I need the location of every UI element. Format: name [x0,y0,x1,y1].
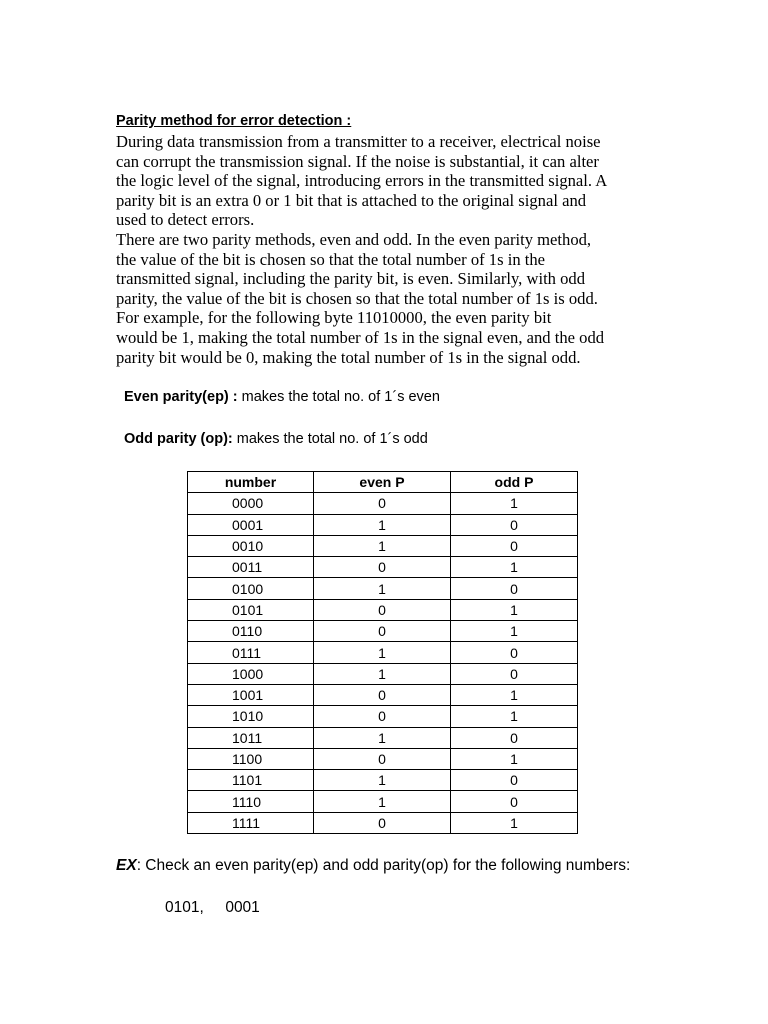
cell-odd-p: 1 [451,706,578,727]
paragraph-line: parity bit is an extra 0 or 1 bit that is attached to the original signal and [116,190,587,210]
paragraph-line: the value of the bit is chosen so that the total number of 1s in the [116,249,546,269]
paragraph-line: can corrupt the transmission signal. If the noise is substantial, it can alter [116,151,599,171]
cell-odd-p: 1 [451,493,578,514]
cell-number: 1100 [188,748,314,769]
cell-number: 1101 [188,770,314,791]
cell-even-p: 1 [314,663,451,684]
paragraph-line: transmitted signal, including the parity bit, is even. Similarly, with odd [116,269,586,289]
cell-number: 0100 [188,578,314,599]
cell-number: 0101 [188,599,314,620]
cell-odd-p: 0 [451,514,578,535]
cell-even-p: 1 [314,770,451,791]
cell-even-p: 1 [314,727,451,748]
column-header-number: number [188,472,314,493]
paragraph-line: For example, for the following byte 11010000, the even parity bit [116,308,552,328]
even-parity-definition [124,389,440,405]
table-row [188,748,578,769]
paragraph-line: the logic level of the signal, introducing errors in the transmitted signal. A [116,171,608,191]
cell-odd-p: 0 [451,578,578,599]
table-row [188,514,578,535]
column-header-odd-p: odd P [451,472,578,493]
cell-even-p: 1 [314,535,451,556]
cell-number: 0111 [188,642,314,663]
cell-odd-p: 0 [451,535,578,556]
cell-odd-p: 1 [451,812,578,833]
cell-even-p: 1 [314,791,451,812]
parity-explanation-paragraph [116,132,676,367]
table-row [188,706,578,727]
odd-parity-text: makes the total no. of 1´s odd [232,431,428,447]
cell-odd-p: 1 [451,621,578,642]
table-row [188,621,578,642]
table-row [188,727,578,748]
example-text: : Check an even parity(ep) and odd parity(op) for the following numbers: [136,857,631,874]
example-numbers: 0101, 0001 [165,899,260,916]
cell-even-p: 0 [314,599,451,620]
cell-even-p: 0 [314,684,451,705]
paragraph-line: would be 1, making the total number of 1s in the signal even, and the odd [116,327,605,347]
cell-number: 1000 [188,663,314,684]
cell-odd-p: 1 [451,557,578,578]
column-header-even-p: even P [314,472,451,493]
cell-odd-p: 0 [451,663,578,684]
odd-parity-definition [124,431,428,447]
cell-number: 1110 [188,791,314,812]
cell-even-p: 1 [314,642,451,663]
table-row [188,557,578,578]
odd-parity-term: Odd parity (op): [124,431,233,447]
paragraph-line: parity bit would be 0, making the total number of 1s in the signal odd. [116,347,581,367]
table-row [188,812,578,833]
table-row [188,599,578,620]
table-row [188,663,578,684]
cell-even-p: 0 [314,557,451,578]
cell-even-p: 1 [314,578,451,599]
cell-even-p: 0 [314,621,451,642]
table-header-row [188,472,578,493]
paragraph-line: parity, the value of the bit is chosen so that the total number of 1s is odd. [116,288,598,308]
cell-odd-p: 1 [451,684,578,705]
table-row [188,642,578,663]
table-row [188,791,578,812]
table-row [188,770,578,791]
cell-number: 1001 [188,684,314,705]
cell-number: 0000 [188,493,314,514]
table-row [188,493,578,514]
cell-even-p: 0 [314,706,451,727]
example-label: EX [116,857,137,874]
paragraph-line: During data transmission from a transmitter to a receiver, electrical noise [116,132,601,151]
cell-odd-p: 1 [451,599,578,620]
parity-table [187,471,578,834]
cell-number: 1011 [188,727,314,748]
parity-table-body [188,493,578,834]
cell-number: 1111 [188,812,314,833]
example-prompt [116,855,656,876]
cell-even-p: 1 [314,514,451,535]
cell-odd-p: 0 [451,770,578,791]
cell-even-p: 0 [314,812,451,833]
cell-number: 0010 [188,535,314,556]
even-parity-term: Even parity(ep) : [124,389,238,405]
cell-number: 0011 [188,557,314,578]
cell-odd-p: 0 [451,791,578,812]
cell-odd-p: 1 [451,748,578,769]
cell-number: 0110 [188,621,314,642]
table-row [188,684,578,705]
section-heading: Parity method for error detection : [116,113,352,129]
cell-number: 0001 [188,514,314,535]
table-row [188,578,578,599]
cell-number: 1010 [188,706,314,727]
paragraph-line: used to detect errors. [116,210,255,230]
cell-even-p: 0 [314,748,451,769]
cell-odd-p: 0 [451,642,578,663]
cell-even-p: 0 [314,493,451,514]
even-parity-text: makes the total no. of 1´s even [237,389,440,405]
table-row [188,535,578,556]
paragraph-line: There are two parity methods, even and odd. In the even parity method, [116,229,592,249]
cell-odd-p: 0 [451,727,578,748]
